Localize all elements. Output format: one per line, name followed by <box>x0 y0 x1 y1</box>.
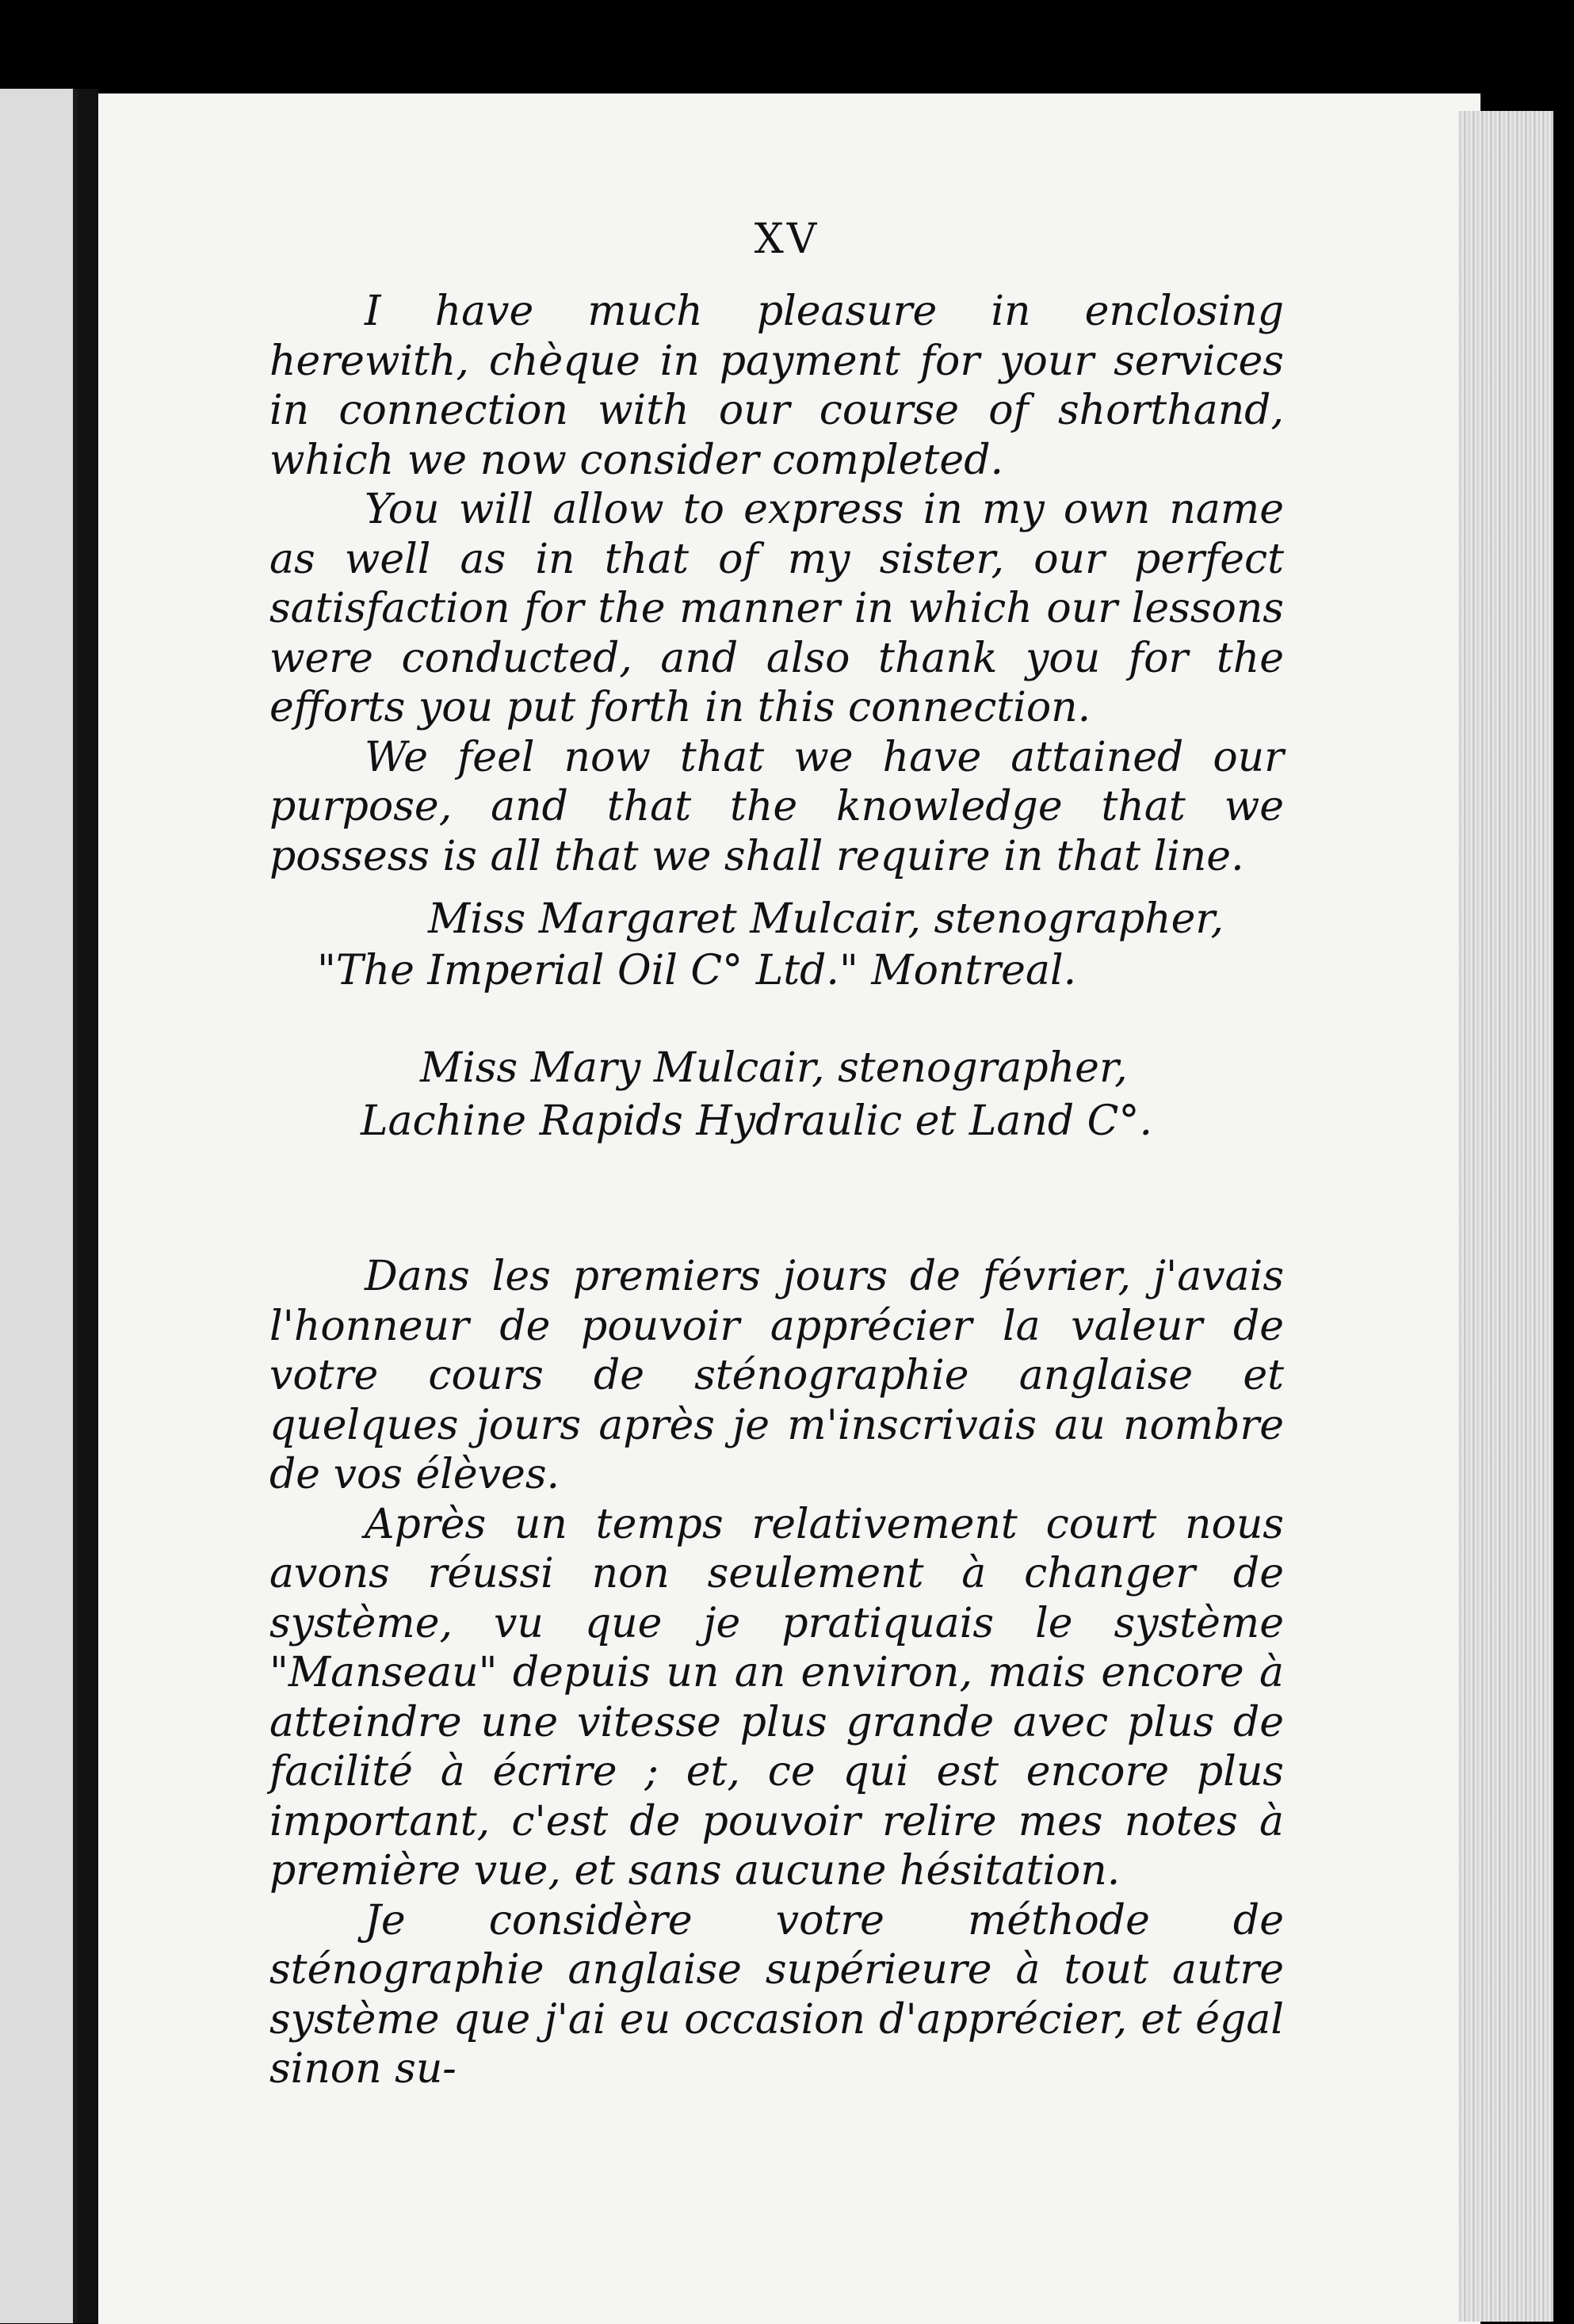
letter-2-paragraph-1: Dans les premiers jours de février, j'avais l'honneur de pouvoir apprécier la valeur de votre cours de sténographie anglaise et quelques jours après je m'inscrivais au nombre de vos élèves. <box>269 1253 1284 1498</box>
page-stack-edges <box>1458 111 1553 2322</box>
signature-2-name: Miss Mary Mulcair, stenographer, <box>420 1044 1128 1092</box>
book-spine <box>78 89 98 2323</box>
left-page-edge <box>0 89 78 2323</box>
letter-1-body <box>269 287 1284 881</box>
letter-2-body <box>269 1252 1284 2094</box>
letter-1-paragraph-3: We feel now that we have attained our purpose, and that the knowledge that we possess is all that we shall require in that line. <box>269 733 1284 880</box>
signature-2-company: Lachine Rapids Hydraulic et Land C°. <box>361 1097 1152 1145</box>
page-number: XV <box>754 216 820 263</box>
signature-1-company: "The Imperial Oil C° Ltd." Montreal. <box>317 947 1077 994</box>
signature-1-name: Miss Margaret Mulcair, stenographer, <box>428 895 1224 943</box>
letter-2-paragraph-3: Je considère votre méthode de sténographie anglaise supérieure à tout autre système que j'ai eu occasion d'apprécier, et égal sinon su- <box>269 1896 1284 2093</box>
letter-1-paragraph-2: You will allow to express in my own name as well as in that of my sister, our perfect satisfaction for the manner in which our lessons were conducted, and also thank you for the efforts you put forth in this connection. <box>269 486 1284 731</box>
letter-2-paragraph-2: Après un temps relativement court nous avons réussi non seulement à changer de système, vu que je pratiquais le système "Manseau" depuis un an environ, mais encore à atteindre une vitesse plus grande avec plus de facilité à écrire ; et, ce qui est encore plus important, c'est de pouvoir relire mes notes à première vue, et sans aucune hésitation. <box>269 1500 1284 1895</box>
letter-1-paragraph-1: I have much pleasure in enclosing herewith, chèque in payment for your services in connection with our course of shorthand, which we now consider completed. <box>269 288 1284 484</box>
